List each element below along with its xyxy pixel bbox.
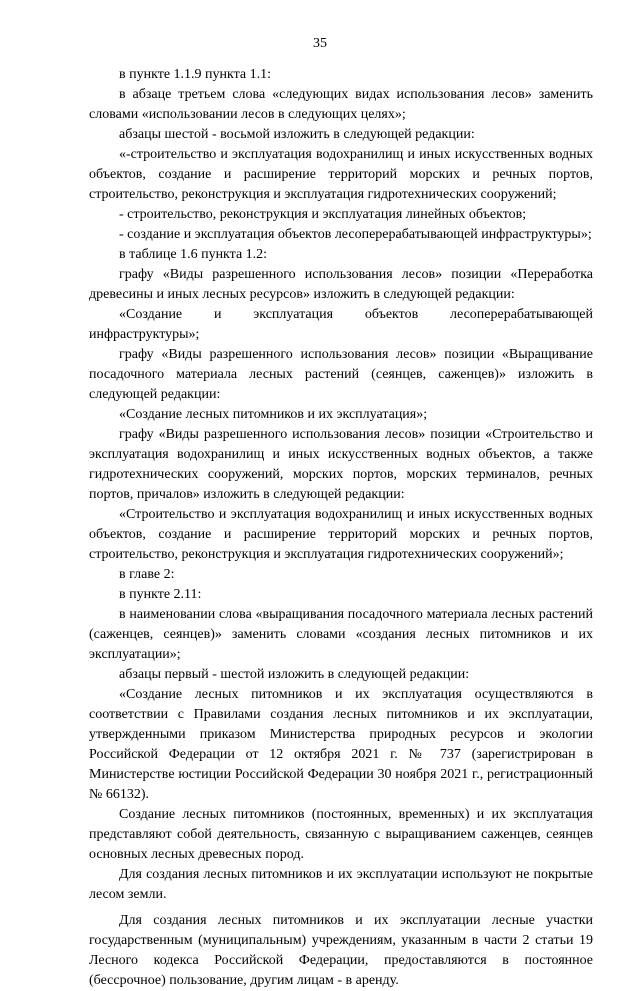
paragraph: в абзаце третьем слова «следующих видах использования лесов» заменить словами «использовании лесов в следующих целях»; — [89, 87, 593, 122]
paragraph: Для создания лесных питомников и их эксплуатации лесные участки государственным (муниципальным) учреждениям, указанным в части 2 статьи 19 Лесного кодекса Российской Федерации, предоставляются в постоянное (бессрочное) пользование, другим лицам - в аренду. — [89, 913, 593, 988]
paragraph: в наименовании слова «выращивания посадочного материала лесных растений (саженцев, сеянцев)» заменить словами «создания лесных питомников и их эксплуатации»; — [89, 607, 593, 662]
paragraph: «-строительство и эксплуатация водохранилищ и иных искусственных водных объектов, создание и расширение территорий морских и речных портов, строительство, реконструкция и эксплуатация гидротехнических сооружений; — [89, 147, 593, 202]
paragraph: Создание лесных питомников (постоянных, временных) и их эксплуатация представляют собой деятельность, связанную с выращиванием саженцев, сеянцев основных лесных древесных пород. — [89, 807, 593, 862]
paragraph: графу «Виды разрешенного использования лесов» позиции «Выращивание посадочного материала лесных растений (сеянцев, саженцев)» изложить в следующей редакции: — [89, 347, 593, 402]
paragraph: в главе 2: — [119, 567, 175, 582]
paragraph: «Создание и эксплуатация объектов лесоперерабатывающей инфраструктуры»; — [89, 307, 593, 342]
page-number: 35 — [313, 36, 327, 51]
paragraph: графу «Виды разрешенного использования лесов» позиции «Строительство и эксплуатация водохранилищ и иных искусственных водных объектов, а также гидротехнических сооружений, морских портов, морских терминалов, речных портов, причалов» изложить в следующей редакции: — [89, 427, 593, 502]
paragraph: - создание и эксплуатация объектов лесоперерабатывающей инфраструктуры»; — [119, 227, 592, 242]
paragraph: абзацы шестой - восьмой изложить в следующей редакции: — [119, 127, 475, 142]
paragraph: «Строительство и эксплуатация водохранилищ и иных искусственных водных объектов, создание и расширение территорий морских и речных портов, строительство, реконструкция и эксплуатация гидротехнических сооружений»; — [89, 507, 593, 562]
paragraph: «Создание лесных питомников и их эксплуатация осуществляются в соответствии с Правилами создания лесных питомников и их эксплуатации, утвержденными приказом Министерства природных ресурсов и экологии Российской Федерации от 12 октября 2021 г. № 737 (зарегистрирован в Министерстве юстиции Российской Федерации 30 ноября 2021 г., регистрационный № 66132). — [89, 687, 593, 802]
document-body — [89, 65, 593, 991]
paragraph: Для создания лесных питомников и их эксплуатации используют не покрытые лесом земли. — [89, 867, 593, 902]
paragraph: - строительство, реконструкция и эксплуатация линейных объектов; — [119, 207, 527, 222]
paragraph: графу «Виды разрешенного использования лесов» позиции «Переработка древесины и иных лесных ресурсов» изложить в следующей редакции: — [89, 267, 593, 302]
paragraph: в таблице 1.6 пункта 1.2: — [119, 247, 268, 262]
paragraph: в пункте 2.11: — [119, 587, 202, 602]
paragraph: «Создание лесных питомников и их эксплуатация»; — [119, 407, 428, 422]
paragraph: абзацы первый - шестой изложить в следующей редакции: — [119, 667, 470, 682]
paragraph: в пункте 1.1.9 пункта 1.1: — [119, 67, 272, 82]
